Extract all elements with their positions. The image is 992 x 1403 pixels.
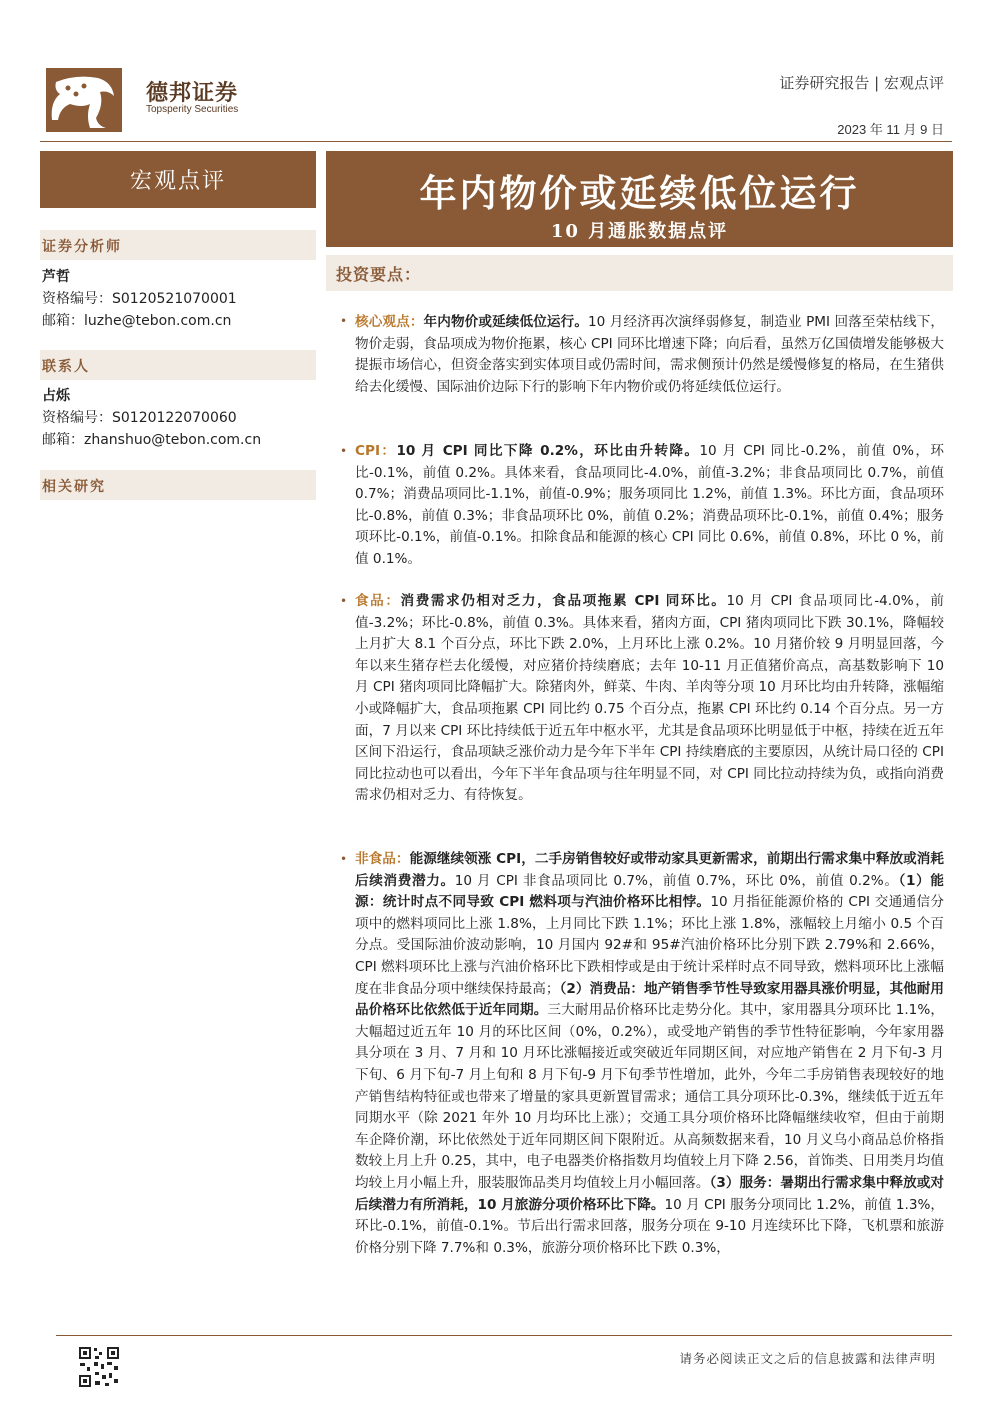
- analyst-email[interactable]: 邮箱：luzhe@tebon.com.cn: [42, 313, 232, 329]
- investment-points-label: 投资要点：: [336, 265, 422, 284]
- bullet-icon: •: [340, 444, 348, 458]
- title-banner: [326, 151, 953, 247]
- qr-code-icon: [78, 1346, 120, 1388]
- contact-heading: 联系人: [40, 350, 316, 380]
- related-research-heading[interactable]: 相关研究: [40, 470, 316, 500]
- point-nonfood: 非食品：能源继续领涨 CPI，二手房销售较好或带动家具更新需求，前期出行需求集中释放或消耗后续消费潜力。10 月 CPI 非食品项同比 0.7%，前值 0.7%，环比 0%，前值 0.2%。（1）能源：统计时点不同导致 CPI 燃料项与汽油价格环比相悖。10 月指征能源价格的 CPI 交通通信分项中的燃料项同比上涨 1.8%，上月同比下跌 1.1%；环比上涨 1.8%，涨幅较上月缩小 0.5 个百分点。受国际油价波动影响，10 月国内 92#和 95#汽油价格环比分别下跌 2.79%和 2.66%，CPI 燃料项环比上涨与汽油价格环比下跌相悖或是由于统计采样时点不同导致，燃料项环比上涨幅度在非食品分项中继续保持最高；（2）消费品：地产销售季节性导致家用器具涨价明显，其他耐用品价格环比依然低于近年同期。三大耐用品价格环比走势分化。其中，家用器具分项环比 1.1%，大幅超过近五年 10 月的环比区间（0%，0.2%），或受地产销售的季节性特征影响，今年家用器具分项在 3 月、7 月和 10 月环比涨幅接近或突破近年同期区间，对应地产销售在 2 月下旬-3 月下旬、6 月下旬-7 月上旬和 8 月下旬-9 月下旬季节性增加，此外，今年二手房销售表现较好的地产销售结构特征或也带来了增量的家具更新置冒需求；通信工具分项环比-0.3%，继续低于近五年同期水平（除 2021 年外 10 月均环比上涨）；交通工具分项价格环比降幅继续收窄，但由于前期车企降价潮，环比依然处于近年同期区间下限附近。从高频数据来看，10 月义乌小商品总价格指数较上月上升 0.25，其中，电子电器类价格指数月均值较上月下降 2.56，首饰类、日用类月均值均较上月小幅上升，服装服饰品类月均值较上月小幅回落。（3）服务：暑期出行需求集中释放或对后续潜力有所消耗，10 月旅游分项价格环比下降。10 月 CPI 服务分项同比 1.2%，前值 1.3%，环比-0.1%，前值-0.1%。节后出行需求回落，服务分项在 9-10 月连续环比下降，飞机票和旅游价格分别下降 7.7%和 0.3%，旅游分项价格环比下跌 0.3%，: [355, 851, 945, 1256]
- report-subtitle: 10 月通胀数据点评: [550, 221, 729, 242]
- point-core-view: 核心观点：年内物价或延续低位运行。10 月经济再次演绎弱修复，制造业 PMI 回落至荣枯线下，物价走弱，食品项成为物价拖累，核心 CPI 同环比增速下降；向后看，虽然万亿国债增发能够极大提振市场信心，但资金落实到实体项目或仍需时间，需求侧预计仍然是缓慢修复的格局，在生猪供给去化缓慢、国际油价边际下行的影响下年内物价或仍将延续低位运行。: [355, 314, 945, 395]
- point-cpi: CPI：10 月 CPI 同比下降 0.2%，环比由升转降。10 月 CPI 同比-0.2%，前值 0%，环比-0.1%，前值 0.2%。具体来看，食品项同比-4.0%，前值-3.2%；非食品项同比 0.7%，前值 0.7%；消费品项同比-1.1%，前值-0.9%；服务项同比 1.2%，前值 1.3%。环比方面，食品项环比-0.8%，前值 0.3%；非食品项环比 0%，前值 0.2%；消费品项环比-0.1%，前值 0.4%；服务项环比-0.1%，前值-0.1%。扣除食品和能源的核心 CPI 同比 0.6%，前值 0.8%，环比 0 %，前值 0.1%。: [355, 443, 944, 567]
- report-type: 证券研究报告 | 宏观点评: [779, 74, 944, 92]
- contact-cert: 资格编号：S0120122070060: [42, 410, 237, 426]
- category-label: 宏观点评: [129, 169, 226, 194]
- analyst-name: 芦哲: [42, 269, 70, 285]
- report-date: 2023 年 11 月 9 日: [837, 122, 944, 137]
- bullet-icon: •: [340, 594, 348, 608]
- analyst-heading: 证券分析师: [40, 230, 316, 260]
- category-banner: [40, 151, 316, 208]
- contact-name: 占烁: [42, 388, 70, 404]
- footer-divider: [56, 1335, 952, 1336]
- point-food: 食品：消费需求仍相对乏力，食品项拖累 CPI 同环比。10 月 CPI 食品项同比-4.0%，前值-3.2%；环比-0.8%，前值 0.3%。具体来看，猪肉方面，CPI 猪肉项同比下跌 30.1%，降幅较上月扩大 8.1 个百分点，环比下跌 2.0%，上月环比上涨 0.2%。10 月猪价较 9 月明显回落，今年以来生猪存栏去化缓慢，对应猪价持续磨底；去年 10-11 月正值猪价高点，高基数影响下 10 月 CPI 猪肉项同比降幅扩大。除猪肉外，鲜菜、牛肉、羊肉等分项 10 月环比均由升转降，涨幅缩小或降幅扩大，食品项拖累 CPI 同比约 0.75 个百分点，拖累 CPI 环比约 0.14 个百分点。另一方面，7 月以来 CPI 环比持续低于近五年中枢水平，尤其是食品项环比明显低于中枢，持续在近五年区间下沿运行，食品项缺乏涨价动力是今年下半年 CPI 持续磨底的主要原因，从统计局口径的 CPI 同比拉动也可以看出，今年下半年食品项与往年明显不同，对 CPI 同比拉动持续为负，或指向消费需求仍相对乏力、有待恢复。: [355, 593, 945, 804]
- contact-email[interactable]: 邮箱：zhanshuo@tebon.com.cn: [42, 432, 262, 448]
- analyst-cert: 资格编号：S0120521070001: [42, 291, 237, 307]
- bullet-icon: •: [340, 314, 348, 328]
- header-divider: [40, 141, 952, 142]
- company-name-en: Topsperity Securities: [146, 104, 239, 115]
- bullet-icon: •: [340, 852, 348, 866]
- disclaimer-note: 请务必阅读正文之后的信息披露和法律声明: [679, 1351, 936, 1366]
- report-title: 年内物价或延续低位运行: [419, 171, 860, 215]
- company-name-cn: 德邦证券: [146, 81, 239, 106]
- investment-points-header: [326, 255, 953, 291]
- company-logo-mark: [46, 68, 122, 132]
